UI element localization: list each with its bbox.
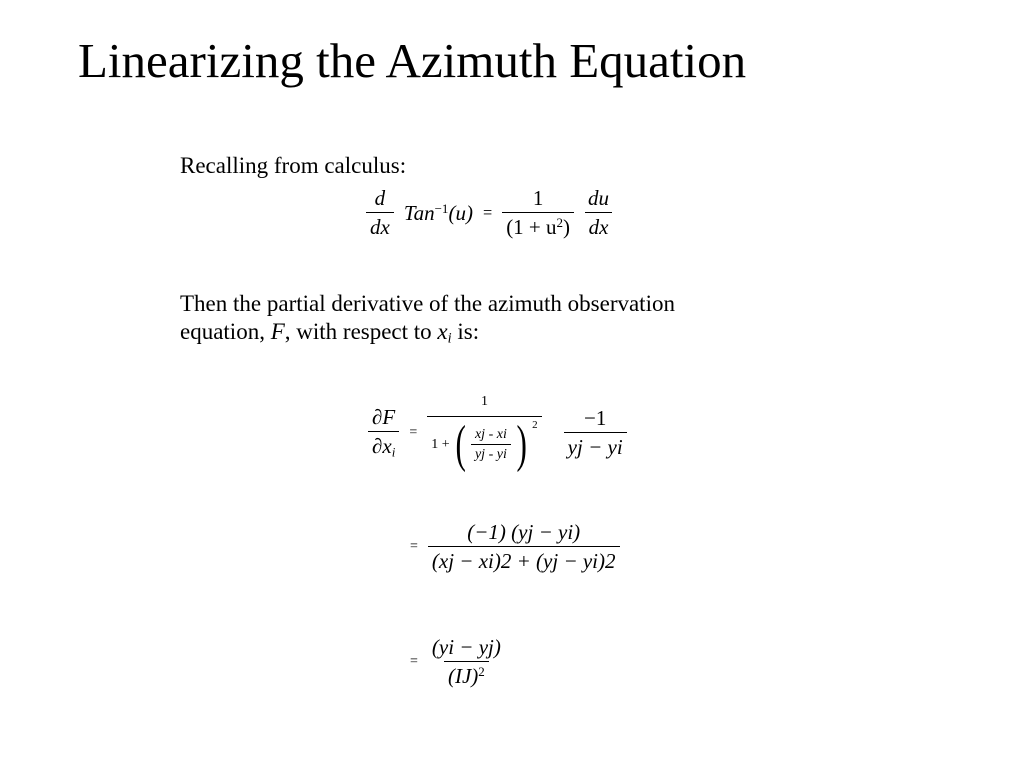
expanded-equation <box>410 520 620 574</box>
yj-minus-yi: yj − yi <box>564 432 627 460</box>
expanded-fraction <box>428 520 620 574</box>
partial-derivative-equation <box>368 394 627 471</box>
derivative-identity-equation <box>366 186 613 240</box>
minus-one-fraction <box>564 406 627 460</box>
equals-sign-4: = <box>410 654 418 670</box>
tan-inverse-term <box>404 201 473 226</box>
paragraph-line-1: Then the partial derivative of the azimuth observation <box>180 291 675 316</box>
intro-text: Recalling from calculus: <box>180 153 407 178</box>
slide-title: Linearizing the Azimuth Equation <box>78 33 747 88</box>
dx-denominator-2: dx <box>585 212 613 240</box>
one-over-fraction <box>502 186 574 240</box>
partial-f-fraction <box>368 405 399 460</box>
yi-minus-yj: (yi − yj) <box>431 635 501 659</box>
partial-derivative-paragraph <box>180 290 675 347</box>
inverse-exponent: −1 <box>434 200 449 216</box>
u-argument: (u) <box>448 200 473 225</box>
inner-denominator: yj - yi <box>471 444 511 463</box>
inner-numerator: xj - xi <box>474 427 507 442</box>
paragraph-line-2: equation, F, with respect to $x_i$ is: <box>180 318 480 347</box>
equals-sign-2: = <box>409 424 418 440</box>
d-dx-fraction <box>366 186 394 240</box>
equals-sign-3: = <box>410 539 418 554</box>
distance-fraction <box>428 635 505 689</box>
partial-xi: $\partial x_i$ <box>368 431 399 460</box>
expanded-denominator: (xj − xi)2 + (yj − yi)2 <box>428 546 620 574</box>
one-plus-u-squared: $(1 + u^2)$ <box>502 212 574 240</box>
minus-one: −1 <box>583 405 607 430</box>
bracket-denominator: 1 + ( $\frac{xj - xi}{yj - yi}$ ) 2 <box>427 416 541 471</box>
du-numerator: du <box>588 186 610 211</box>
one-numerator: 1 <box>532 186 544 210</box>
tan-label: Tan <box>403 200 435 225</box>
partial-f: ∂F <box>372 404 396 429</box>
one-small: 1 <box>480 394 488 409</box>
one-over-bracket-fraction <box>427 394 541 471</box>
ij-squared: (IJ)$^2$ <box>444 661 489 689</box>
d-numerator: d <box>374 186 386 211</box>
equals-sign: = <box>482 203 493 223</box>
distance-equation <box>410 635 505 689</box>
dx-denominator: dx <box>366 212 394 240</box>
expanded-numerator: (−1) (yj − yi) <box>467 520 581 544</box>
du-dx-fraction <box>584 186 613 240</box>
